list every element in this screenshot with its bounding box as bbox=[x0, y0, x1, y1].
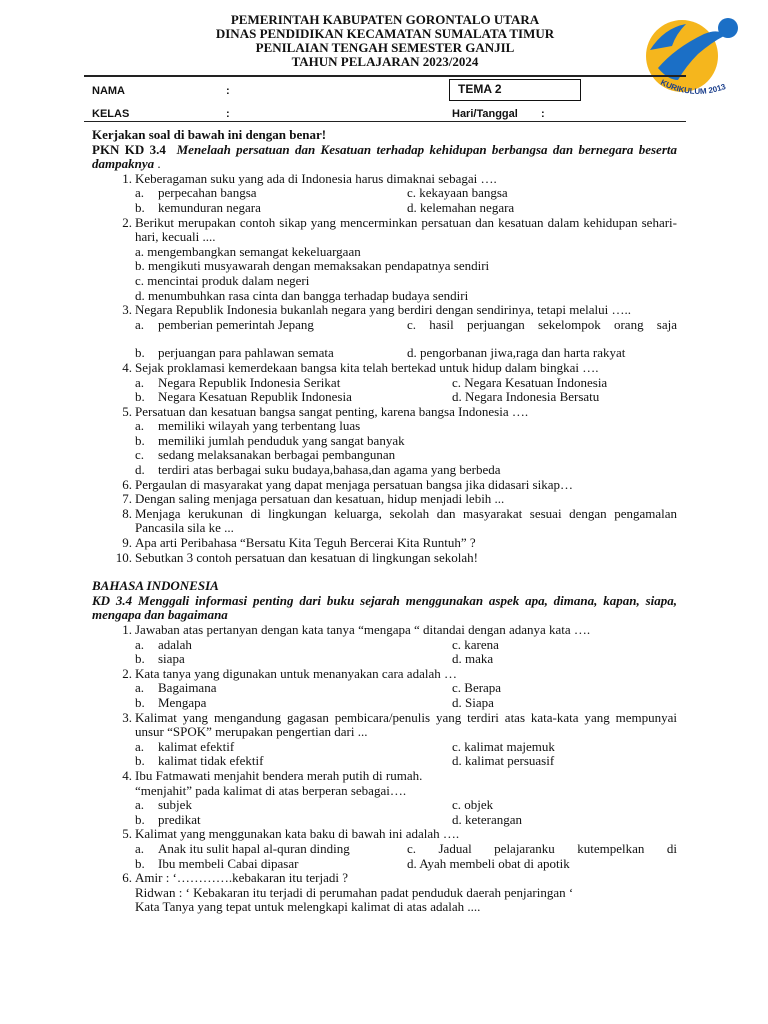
pkn-question-7 bbox=[92, 492, 677, 507]
option-text: Bagaimana bbox=[158, 680, 217, 696]
option-text: terdiri atas berbagai suku budaya,bahasa,dan agama yang berbeda bbox=[158, 462, 501, 478]
option-text: Negara Republik Indonesia Serikat bbox=[158, 374, 341, 390]
option-d: d. kalimat persuasif bbox=[452, 753, 555, 769]
kelas-colon: : bbox=[226, 108, 230, 120]
pkn-question-3 bbox=[92, 303, 677, 318]
option-letter: a. bbox=[135, 185, 145, 201]
option-text: adalah bbox=[158, 636, 192, 652]
option-b bbox=[135, 434, 677, 449]
option-d: d. Negara Indonesia Bersatu bbox=[452, 389, 600, 405]
option-text: perpecahan bangsa bbox=[158, 185, 257, 201]
option-text: subjek bbox=[158, 797, 192, 813]
header-rule-top bbox=[84, 75, 686, 77]
question-number: 6. bbox=[122, 870, 132, 886]
question-number: 5. bbox=[122, 826, 132, 842]
question-number: 4. bbox=[122, 767, 132, 783]
option-a bbox=[135, 186, 407, 201]
option-text: siapa bbox=[158, 651, 185, 667]
pkn-kd bbox=[92, 143, 677, 172]
option-letter: b. bbox=[135, 651, 145, 667]
kurikulum-2013-logo bbox=[620, 10, 768, 98]
question-number: 1. bbox=[122, 622, 132, 637]
instruction: Kerjakan soal di bawah ini dengan benar! bbox=[92, 127, 327, 142]
kelas-label: KELAS bbox=[92, 108, 130, 120]
bindo-q5-options bbox=[92, 842, 677, 871]
option-letter: a. bbox=[135, 418, 145, 434]
header-line-1: PEMERINTAH KABUPATEN GORONTALO UTARA bbox=[230, 12, 540, 27]
option-c: c. mencintai produk dalam negeri bbox=[135, 272, 310, 288]
option-letter: d. bbox=[135, 462, 145, 478]
option-d: d. Ayah membeli obat di apotik bbox=[407, 855, 570, 871]
pkn-q4-options bbox=[92, 376, 677, 405]
option-d: d. maka bbox=[452, 651, 494, 667]
option-c: c. karena bbox=[452, 636, 499, 652]
option-letter: a. bbox=[135, 636, 145, 652]
pkn-question-4 bbox=[92, 361, 677, 376]
bindo-question-5 bbox=[92, 827, 677, 842]
option-b bbox=[135, 201, 407, 216]
option-letter: a. bbox=[135, 840, 145, 856]
option-b bbox=[135, 652, 452, 667]
option-a bbox=[135, 638, 452, 653]
bindo-q6-line-3: Kata Tanya yang tepat untuk melengkapi kalimat di atas adalah .... bbox=[135, 899, 481, 915]
option-a bbox=[135, 740, 452, 755]
pkn-question-9 bbox=[92, 536, 677, 551]
pkn-question-6 bbox=[92, 478, 677, 493]
exam-content bbox=[92, 128, 677, 915]
option-d: d. keterangan bbox=[452, 811, 523, 827]
option-b bbox=[135, 390, 452, 405]
pkn-q3-options bbox=[92, 318, 677, 361]
question-text: Sejak proklamasi kemerdekaan bangsa kita telah bertekad untuk hidup dalam bingkai …. bbox=[135, 359, 599, 375]
option-c: c. Negara Kesatuan Indonesia bbox=[452, 374, 608, 390]
bindo-question-2 bbox=[92, 667, 677, 682]
option-a bbox=[135, 798, 452, 813]
bindo-q3-options bbox=[92, 740, 677, 769]
option-d: d. kelemahan negara bbox=[407, 199, 515, 215]
option-letter: b. bbox=[135, 199, 145, 215]
bindo-q4-stem-2: “menjahit” pada kalimat di atas berperan sebagai…. bbox=[135, 782, 407, 798]
option-text: kalimat tidak efektif bbox=[158, 753, 264, 769]
question-text: Persatuan dan kesatuan bangsa sangat penting, karena bangsa Indonesia …. bbox=[135, 403, 529, 419]
option-text: Mengapa bbox=[158, 694, 207, 710]
question-text: Keberagaman suku yang ada di Indonesia harus dimaknai sebagai …. bbox=[135, 170, 497, 186]
option-letter: b. bbox=[135, 432, 145, 448]
bindo-q1-options bbox=[92, 638, 677, 667]
option-b bbox=[135, 346, 407, 361]
option-text: Anak itu sulit hapal al-quran dinding bbox=[158, 840, 350, 856]
option-text: perjuangan para pahlawan semata bbox=[158, 345, 334, 361]
option-text: pemberian pemerintah Jepang bbox=[158, 316, 314, 332]
option-d: d. Siapa bbox=[452, 694, 494, 710]
option-a bbox=[135, 318, 407, 333]
question-number: 6. bbox=[122, 476, 132, 492]
letterhead bbox=[150, 13, 620, 69]
question-text: Negara Republik Indonesia bukanlah negara yang berdiri dengan sendirinya, tetapi melalui ….. bbox=[135, 302, 631, 318]
option-letter: b. bbox=[135, 694, 145, 710]
option-text: sedang melaksanakan berbagai pembangunan bbox=[158, 447, 396, 463]
question-text: Jawaban atas pertanyan dengan kata tanya “mengapa “ ditandai dengan adanya kata …. bbox=[135, 622, 591, 637]
tema-label: TEMA 2 bbox=[458, 82, 502, 96]
bindo-title: BAHASA INDONESIA bbox=[92, 578, 219, 594]
pkn-question-10 bbox=[92, 551, 677, 566]
bindo-q4-options bbox=[92, 798, 677, 827]
pkn-q1-options bbox=[92, 186, 677, 215]
nama-colon: : bbox=[226, 85, 230, 97]
pkn-q5-options bbox=[92, 419, 677, 477]
logo-text: KURIKULUM 2013 bbox=[659, 77, 727, 96]
question-text: Sebutkan 3 contoh persatuan dan kesatuan di lingkungan sekolah! bbox=[135, 549, 478, 565]
question-number: 2. bbox=[122, 665, 132, 681]
tema-box bbox=[449, 79, 581, 101]
header-line-2: DINAS PENDIDIKAN KECAMATAN SUMALATA TIMUR bbox=[215, 26, 555, 41]
option-a bbox=[135, 681, 452, 696]
option-b bbox=[135, 754, 452, 769]
option-text: kemunduran negara bbox=[158, 199, 261, 215]
bindo-question-1 bbox=[92, 623, 677, 638]
bindo-question-3 bbox=[92, 711, 677, 740]
option-c: c. Jadual pelajaranku kutempelkan di bbox=[407, 840, 677, 856]
nama-label: NAMA bbox=[92, 85, 125, 97]
option-c bbox=[135, 448, 677, 463]
option-letter: a. bbox=[135, 316, 145, 332]
option-b bbox=[135, 696, 452, 711]
question-number: 7. bbox=[122, 491, 132, 507]
pkn-q2-options bbox=[92, 245, 677, 303]
pkn-kd-end: . bbox=[154, 156, 161, 172]
question-number: 2. bbox=[122, 214, 132, 230]
hari-tanggal-label: Hari/Tanggal bbox=[452, 108, 518, 120]
option-a: a. mengembangkan semangat kekeluargaan bbox=[135, 243, 361, 259]
option-c: c. Berapa bbox=[452, 680, 502, 696]
option-c: c. objek bbox=[452, 797, 494, 813]
option-b: b. mengikuti musyawarah dengan memaksakan pendapatnya sendiri bbox=[135, 258, 490, 274]
question-number: 4. bbox=[122, 359, 132, 375]
option-b bbox=[135, 813, 452, 828]
question-text: Kalimat yang menggunakan kata baku di bawah ini adalah …. bbox=[135, 826, 460, 842]
question-text: Pergaulan di masyarakat yang dapat menjaga persatuan bangsa jika didasari sikap… bbox=[135, 476, 574, 492]
option-letter: a. bbox=[135, 738, 145, 754]
option-c: c. kalimat majemuk bbox=[452, 738, 555, 754]
hari-tanggal-colon: : bbox=[541, 108, 545, 120]
question-number: 9. bbox=[122, 535, 132, 551]
bindo-question-6 bbox=[92, 871, 677, 886]
option-text: memiliki wilayah yang terbentang luas bbox=[158, 418, 361, 434]
question-text: Berikut merupakan contoh sikap yang mencerminkan persatuan dan kesatuan dalam kehidupan sehari-hari, kecuali .... bbox=[135, 214, 677, 245]
option-letter: a. bbox=[135, 797, 145, 813]
option-c: c. kekayaan bangsa bbox=[407, 185, 508, 201]
option-text: kalimat efektif bbox=[158, 738, 235, 754]
pkn-question-5 bbox=[92, 405, 677, 420]
option-c: c. hasil perjuangan sekelompok orang saja bbox=[407, 316, 677, 332]
bindo-question-4 bbox=[92, 769, 677, 784]
option-d: d. pengorbanan jiwa,raga dan harta rakyat bbox=[407, 345, 626, 361]
header-rule-bottom bbox=[84, 121, 686, 122]
option-text: predikat bbox=[158, 811, 201, 827]
option-a bbox=[135, 842, 407, 857]
option-text: Negara Kesatuan Republik Indonesia bbox=[158, 389, 352, 405]
option-a bbox=[135, 376, 452, 391]
question-number: 1. bbox=[122, 170, 132, 186]
question-text: Apa arti Peribahasa “Bersatu Kita Teguh Bercerai Kita Runtuh” ? bbox=[135, 535, 476, 551]
option-text: memiliki jumlah penduduk yang sangat banyak bbox=[158, 432, 405, 448]
option-letter: b. bbox=[135, 753, 145, 769]
question-number: 5. bbox=[122, 403, 132, 419]
option-d bbox=[135, 463, 677, 478]
question-text: Kata tanya yang digunakan untuk menanyakan cara adalah … bbox=[135, 665, 457, 681]
question-number: 10. bbox=[115, 549, 132, 565]
option-letter: a. bbox=[135, 680, 145, 696]
question-text: Menjaga kerukunan di lingkungan keluarga, sekolah dan masyarakat sesuai dengan pengamalan Pancasila sila ke ... bbox=[135, 505, 677, 536]
question-number: 8. bbox=[122, 505, 132, 521]
option-letter: b. bbox=[135, 389, 145, 405]
option-letter: b. bbox=[135, 345, 145, 361]
question-text: Amir : ‘………….kebakaran itu terjadi ? bbox=[135, 870, 348, 886]
question-text: Ibu Fatmawati menjahit bendera merah putih di rumah. bbox=[135, 767, 423, 783]
option-letter: c. bbox=[135, 447, 145, 463]
option-a bbox=[135, 419, 677, 434]
bindo-q6-line-2: Ridwan : ‘ Kebakaran itu terjadi di perumahan padat penduduk daerah penjaringan ‘ bbox=[135, 884, 574, 900]
option-letter: b. bbox=[135, 811, 145, 827]
logo-head-circle bbox=[718, 18, 738, 38]
option-letter: b. bbox=[135, 855, 145, 871]
header-line-3: PENILAIAN TENGAH SEMESTER GANJIL bbox=[255, 40, 515, 55]
option-b bbox=[135, 857, 407, 872]
pkn-question-2 bbox=[92, 216, 677, 245]
question-number: 3. bbox=[122, 709, 132, 725]
option-letter: a. bbox=[135, 374, 145, 390]
option-text: Ibu membeli Cabai dipasar bbox=[158, 855, 299, 871]
bindo-kd: KD 3.4 Menggali informasi penting dari buku sejarah menggunakan aspek apa, dimana, kapan, siapa, mengapa dan bagaimana bbox=[92, 592, 677, 623]
pkn-question-8 bbox=[92, 507, 677, 536]
header-line-4: TAHUN PELAJARAN 2023/2024 bbox=[291, 54, 479, 69]
question-text: Dengan saling menjaga persatuan dan kesatuan, hidup menjadi lebih ... bbox=[135, 491, 505, 507]
question-number: 3. bbox=[122, 302, 132, 318]
pkn-question-1 bbox=[92, 172, 677, 187]
bindo-q2-options bbox=[92, 681, 677, 710]
question-text: Kalimat yang mengandung gagasan pembicara/penulis yang terdiri atas kata-kata yang mempunyai unsur “SPOK” merupakan pengertian dari ... bbox=[135, 709, 677, 740]
option-d: d. menumbuhkan rasa cinta dan bangga terhadap budaya sendiri bbox=[135, 287, 469, 303]
pkn-kd-text: Menelaah persatuan dan Kesatuan terhadap kehidupan berbangsa dan bernegara beserta dampaknya bbox=[92, 141, 677, 172]
pkn-kd-label: PKN KD 3.4 bbox=[92, 141, 166, 157]
